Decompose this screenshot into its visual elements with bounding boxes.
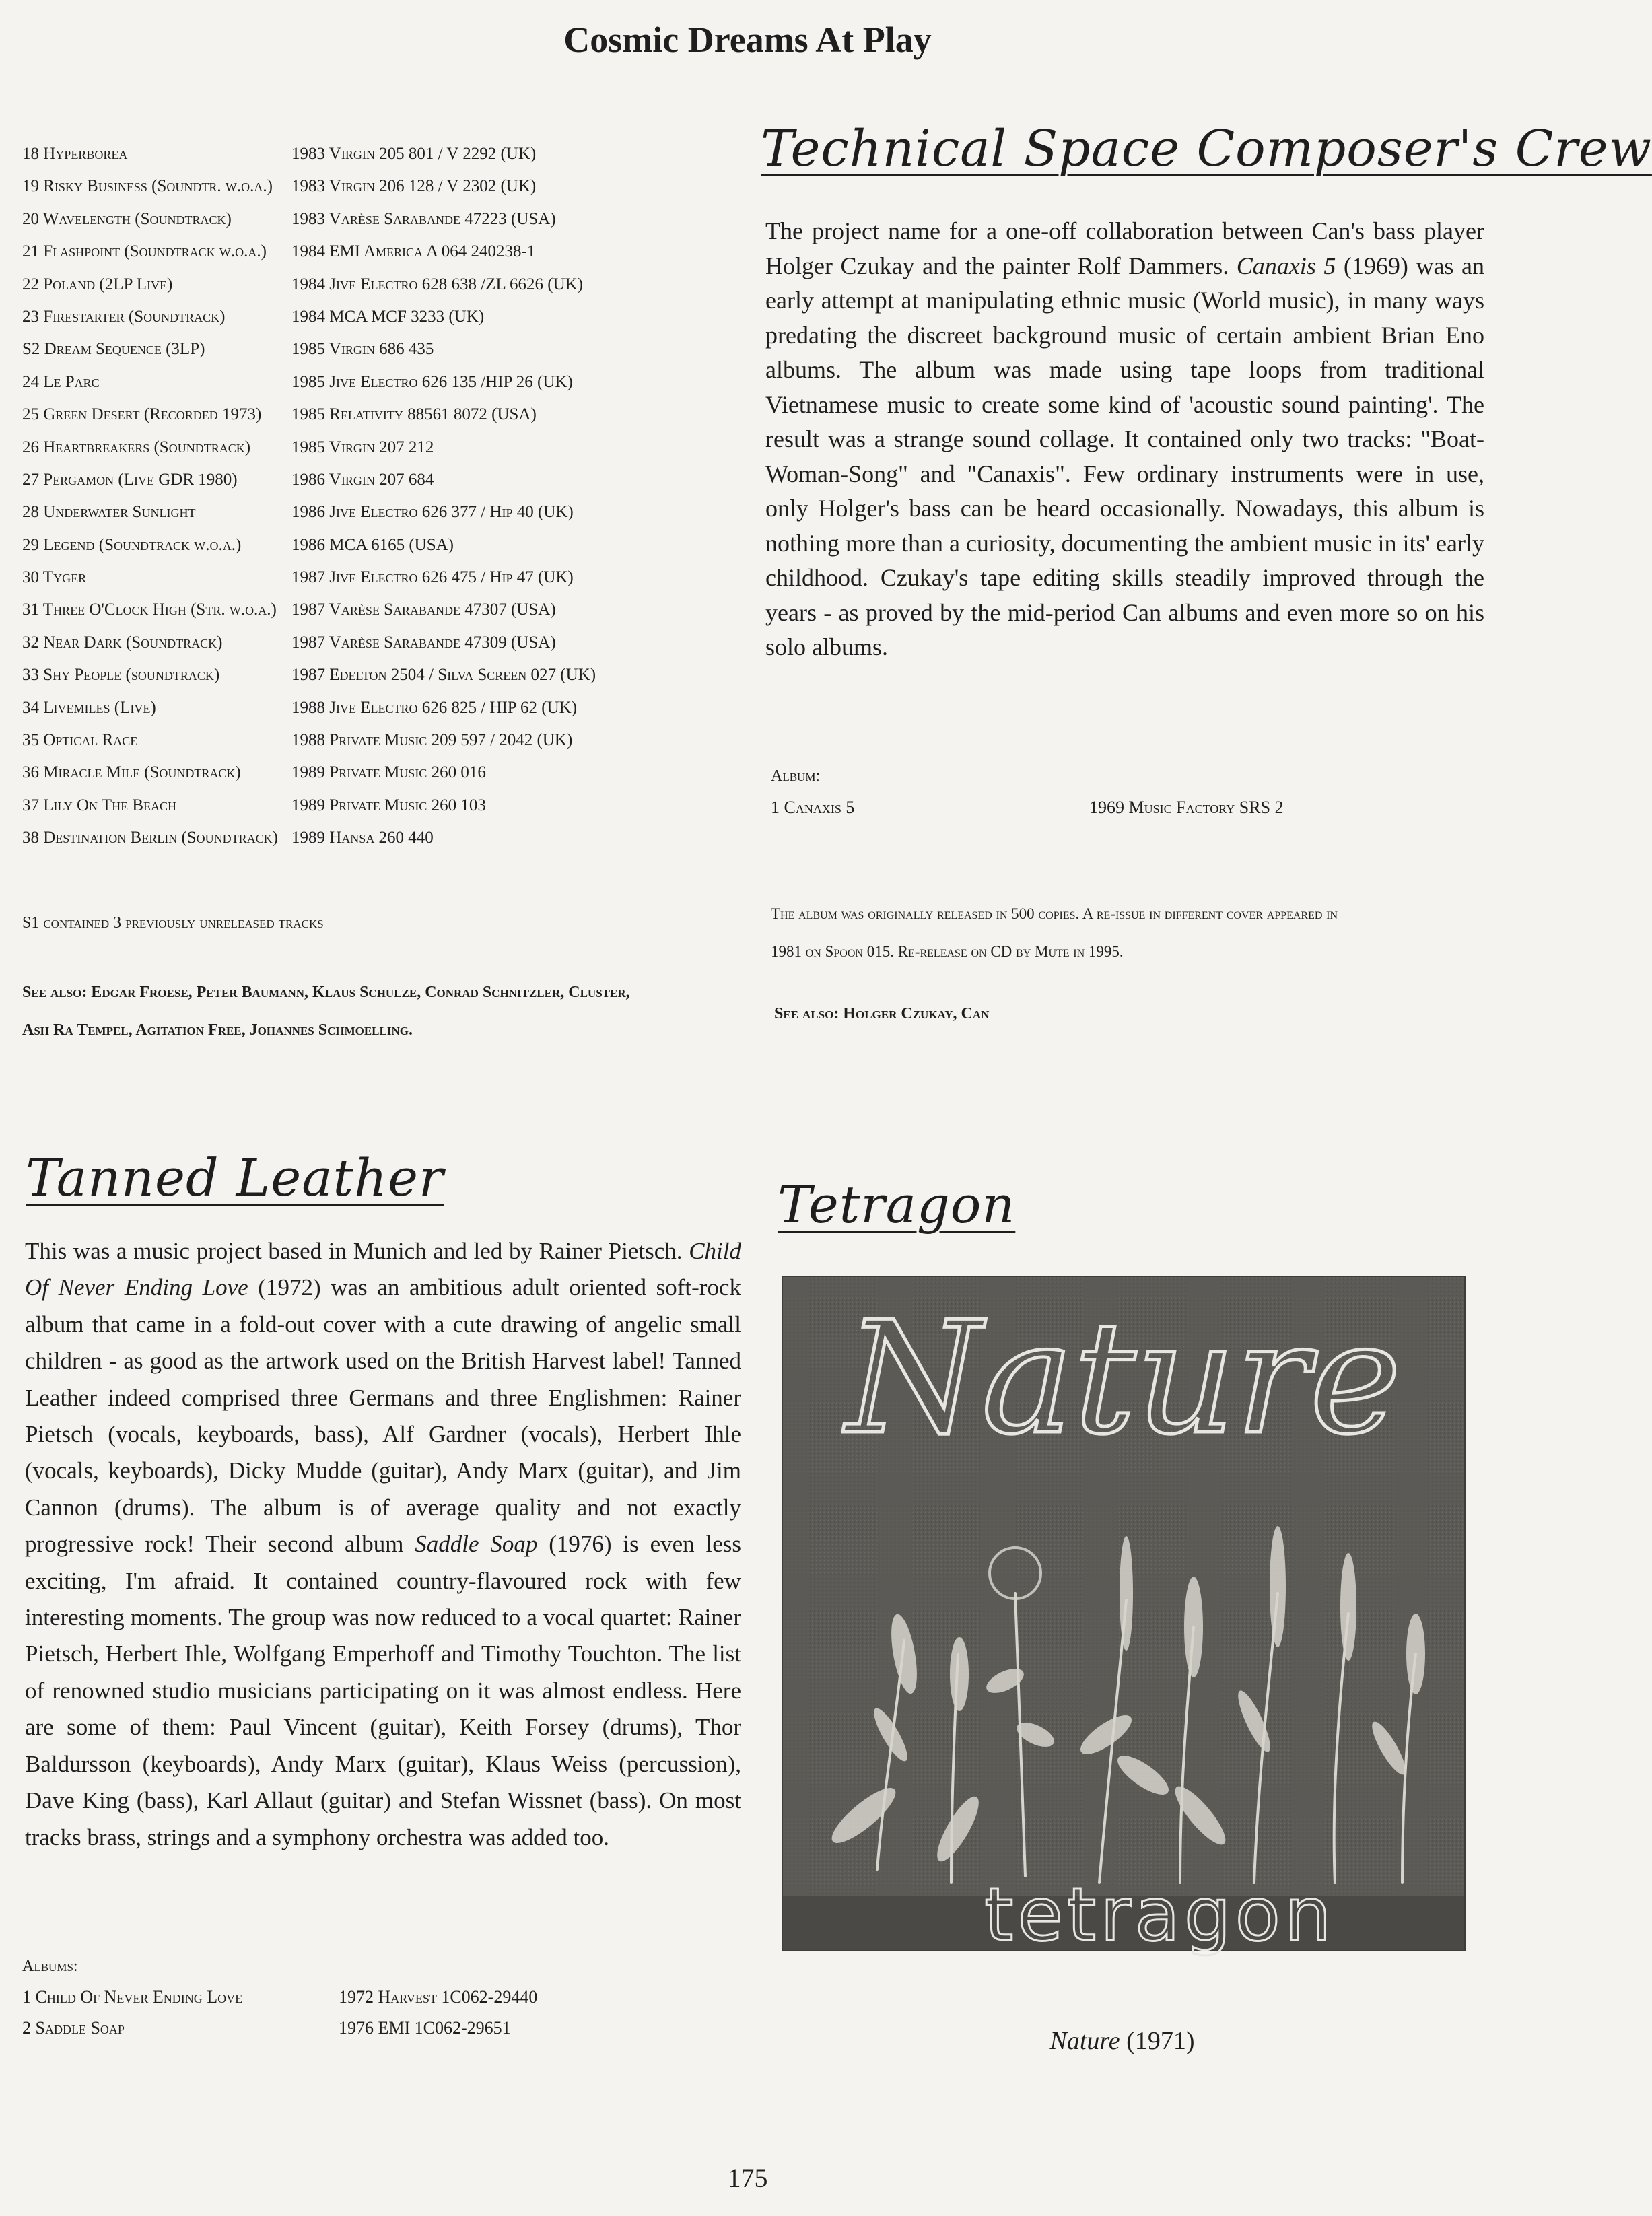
release-title: 28 Underwater Sunlight [22, 503, 196, 522]
see-also-line: See also: Edgar Froese, Peter Baumann, Klaus Schulze, Conrad Schnitzler, Cluster, [22, 983, 630, 1001]
discography-row [22, 398, 749, 430]
tanned-leather-body [25, 1233, 741, 1856]
caption-title: Nature [1049, 2027, 1120, 2055]
page-number: 175 [727, 2163, 768, 2193]
discography-row [22, 789, 749, 821]
album-row [22, 2018, 695, 2049]
album-release: 1972 Harvest 1C062-29440 [339, 1987, 538, 2007]
release-label-catalog: 1984 MCA MCF 3233 (UK) [291, 307, 485, 326]
release-title: 26 Heartbreakers (Soundtrack) [22, 438, 251, 456]
album-cover-art [783, 1277, 1464, 1958]
release-title: 27 Pergamon (Live GDR 1980) [22, 470, 238, 489]
discography-row [22, 137, 749, 170]
discography-row [22, 170, 749, 202]
discography-row [22, 463, 749, 495]
release-label-catalog: 1983 Varèse Sarabande 47223 (USA) [291, 209, 556, 228]
tscc-album-row [771, 798, 1444, 829]
tscc-release-note [771, 895, 1491, 971]
album-row [22, 1987, 695, 2018]
discography-row [22, 495, 749, 528]
see-also-right: See also: Holger Czukay, Can [774, 1005, 990, 1023]
tscc-body-text: The project name for a one-off collaboration between Can's bass player Holger Czukay and the painter Rolf Dammers. [765, 217, 1484, 279]
release-label-catalog: 1983 Virgin 206 128 / V 2302 (UK) [291, 177, 537, 196]
release-label-catalog: 1985 Virgin 686 435 [291, 340, 434, 359]
release-title: 22 Poland (2LP Live) [22, 275, 173, 293]
release-title: 32 Near Dark (Soundtrack) [22, 633, 223, 652]
section-heading-tscc: Technical Space Composer's Crew [761, 120, 1652, 178]
discography-row [22, 691, 749, 724]
release-label-catalog: 1985 Virgin 207 212 [291, 438, 434, 456]
note-line: The album was originally released in 500 copies. A re-issue in different cover appeared in [771, 905, 1338, 922]
release-label-catalog: 1989 Private Music 260 016 [291, 763, 486, 782]
tanned-albums-list [22, 1987, 695, 2049]
release-label-catalog: 1986 Virgin 207 684 [291, 470, 434, 489]
release-label-catalog: 1989 Hansa 260 440 [291, 829, 434, 847]
release-title: 18 Hyperborea [22, 145, 128, 163]
cover-title-text: Nature [846, 1289, 1402, 1469]
release-label-catalog: 1987 Varèse Sarabande 47309 (USA) [291, 633, 556, 652]
release-label-catalog: 1983 Virgin 205 801 / V 2292 (UK) [291, 145, 537, 163]
release-title: S2 Dream Sequence (3LP) [22, 340, 205, 359]
release-label-catalog: 1984 EMI America A 064 240238-1 [291, 242, 536, 261]
discography-row [22, 724, 749, 756]
release-title: 37 Lily On The Beach [22, 796, 176, 815]
discography-row [22, 756, 749, 788]
release-label-catalog: 1988 Private Music 209 597 / 2042 (UK) [291, 731, 573, 750]
release-label-catalog: 1984 Jive Electro 628 638 /ZL 6626 (UK) [291, 275, 584, 293]
discography-row [22, 300, 749, 333]
discography-note: S1 contained 3 previously unreleased tracks [22, 914, 324, 932]
discography-row [22, 593, 749, 625]
note-line: 1981 on Spoon 015. Re-release on CD by Mute in 1995. [771, 943, 1124, 960]
album-title: 1 Child Of Never Ending Love [22, 1987, 243, 2007]
discography-row [22, 528, 749, 561]
release-title: 35 Optical Race [22, 731, 138, 750]
section-heading-tetragon: Tetragon [778, 1175, 1016, 1235]
cover-artist-text: tetragon [984, 1871, 1336, 1958]
release-label-catalog: 1987 Edelton 2504 / Silva Screen 027 (UK) [291, 666, 596, 685]
release-title: 24 Le Parc [22, 372, 100, 391]
tanned-album-title: Child Of Never Ending Love [25, 1238, 741, 1301]
discography-row [22, 561, 749, 593]
release-title: 34 Livemiles (Live) [22, 698, 156, 717]
discography-row [22, 203, 749, 235]
album-title: 1 Canaxis 5 [771, 798, 855, 817]
release-label-catalog: 1986 MCA 6165 (USA) [291, 535, 454, 554]
discography-row [22, 366, 749, 398]
tscc-album-label: Album: [771, 767, 821, 785]
release-title: 38 Destination Berlin (Soundtrack) [22, 829, 279, 847]
tscc-body-text: (1969) was an early attempt at manipulating ethnic music (World music), in many ways predating the discreet background music of certain ambient Brian Eno albums. The album was made using tape loops from traditional Vietnamese music to create some kind of 'acoustic sound painting'. The result was a strange sound collage. It contained only two tracks: "Boat-Woman-Song" and "Canaxis". Few ordinary instruments were in use, only Holger's bass can be heard occasionally. Nowadays, this album is nothing more than a curiosity, documenting the ambient music in its' early childhood. Czukay's tape editing skills steadily improved through the years - as proved by the mid-period Can albums and even more so on his solo albums. [765, 252, 1484, 660]
release-title: 20 Wavelength (Soundtrack) [22, 209, 232, 228]
release-label-catalog: 1986 Jive Electro 626 377 / Hip 40 (UK) [291, 503, 574, 522]
see-also-left [22, 973, 756, 1049]
discography-row [22, 626, 749, 658]
section-heading-tanned-leather: Tanned Leather [26, 1148, 444, 1208]
discography-row [22, 658, 749, 691]
album-caption [782, 2026, 1463, 2056]
release-title: 29 Legend (Soundtrack w.o.a.) [22, 535, 242, 554]
tanned-albums-label: Albums: [22, 1958, 78, 1975]
tanned-body-text: This was a music project based in Munich and led by Rainer Pietsch. [25, 1238, 689, 1264]
tanned-album-title: Saddle Soap [415, 1531, 538, 1558]
tanned-body-text: (1972) was an ambitious adult oriented soft-rock album that came in a fold-out cover with a cute drawing of angelic small children - as good as the artwork used on the British Harvest label! Tanned Leather indeed comprised three Germans and three Englishmen: Rainer Pietsch (vocals, keyboards, bass), Alf Gardner (vocals), Herbert Ihle (vocals, keyboards), Dicky Mudde (guitar), Andy Marx (guitar), and Jim Cannon (drums). The album is of average quality and not exactly progressive rock! Their second album [25, 1274, 741, 1558]
release-label-catalog: 1985 Jive Electro 626 135 /HIP 26 (UK) [291, 372, 573, 391]
see-also-line: Ash Ra Tempel, Agitation Free, Johannes Schmoelling. [22, 1021, 413, 1039]
discography-row [22, 268, 749, 300]
discography-row [22, 431, 749, 463]
tanned-body-text: (1976) is even less exciting, I'm afraid. It contained country-flavoured rock with few interesting moments. The group was now reduced to a vocal quartet: Rainer Pietsch, Herbert Ihle, Wolfgang Emperhoff and Timothy Touchton. The list of renowned studio musicians participating on it was almost endless. Here are some of them: Paul Vincent (guitar), Keith Forsey (drums), Thor Baldursson (keyboards), Andy Marx (guitar), Klaus Weiss (percussion), Dave King (bass), Karl Allaut (guitar) and Stefan Wissnet (bass). On most tracks brass, strings and a symphony orchestra was added too. [25, 1531, 741, 1850]
release-title: 31 Three O'Clock High (Str. w.o.a.) [22, 600, 277, 619]
page-title: Cosmic Dreams At Play [563, 20, 932, 60]
release-label-catalog: 1987 Varèse Sarabande 47307 (USA) [291, 600, 556, 619]
release-title: 19 Risky Business (Soundtr. w.o.a.) [22, 177, 273, 196]
album-release: 1976 EMI 1C062-29651 [339, 2018, 511, 2038]
discography-row [22, 333, 749, 365]
discography-row [22, 235, 749, 267]
tscc-body [765, 214, 1484, 665]
release-label-catalog: 1988 Jive Electro 626 825 / HIP 62 (UK) [291, 698, 578, 717]
album-title: 2 Saddle Soap [22, 2018, 125, 2038]
release-label-catalog: 1987 Jive Electro 626 475 / Hip 47 (UK) [291, 568, 574, 587]
release-label-catalog: 1989 Private Music 260 103 [291, 796, 486, 815]
release-title: 25 Green Desert (Recorded 1973) [22, 405, 262, 424]
release-title: 33 Shy People (soundtrack) [22, 666, 220, 685]
release-title: 23 Firestarter (Soundtrack) [22, 307, 226, 326]
tscc-album-title: Canaxis 5 [1236, 252, 1336, 279]
album-release: 1969 Music Factory SRS 2 [1089, 798, 1284, 817]
discography-list [22, 137, 749, 854]
discography-row [22, 821, 749, 854]
release-title: 36 Miracle Mile (Soundtrack) [22, 763, 241, 782]
album-cover-image [782, 1276, 1466, 1958]
caption-year: (1971) [1126, 2027, 1195, 2055]
release-label-catalog: 1985 Relativity 88561 8072 (USA) [291, 405, 537, 424]
release-title: 30 Tyger [22, 568, 87, 587]
release-title: 21 Flashpoint (Soundtrack w.o.a.) [22, 242, 267, 261]
